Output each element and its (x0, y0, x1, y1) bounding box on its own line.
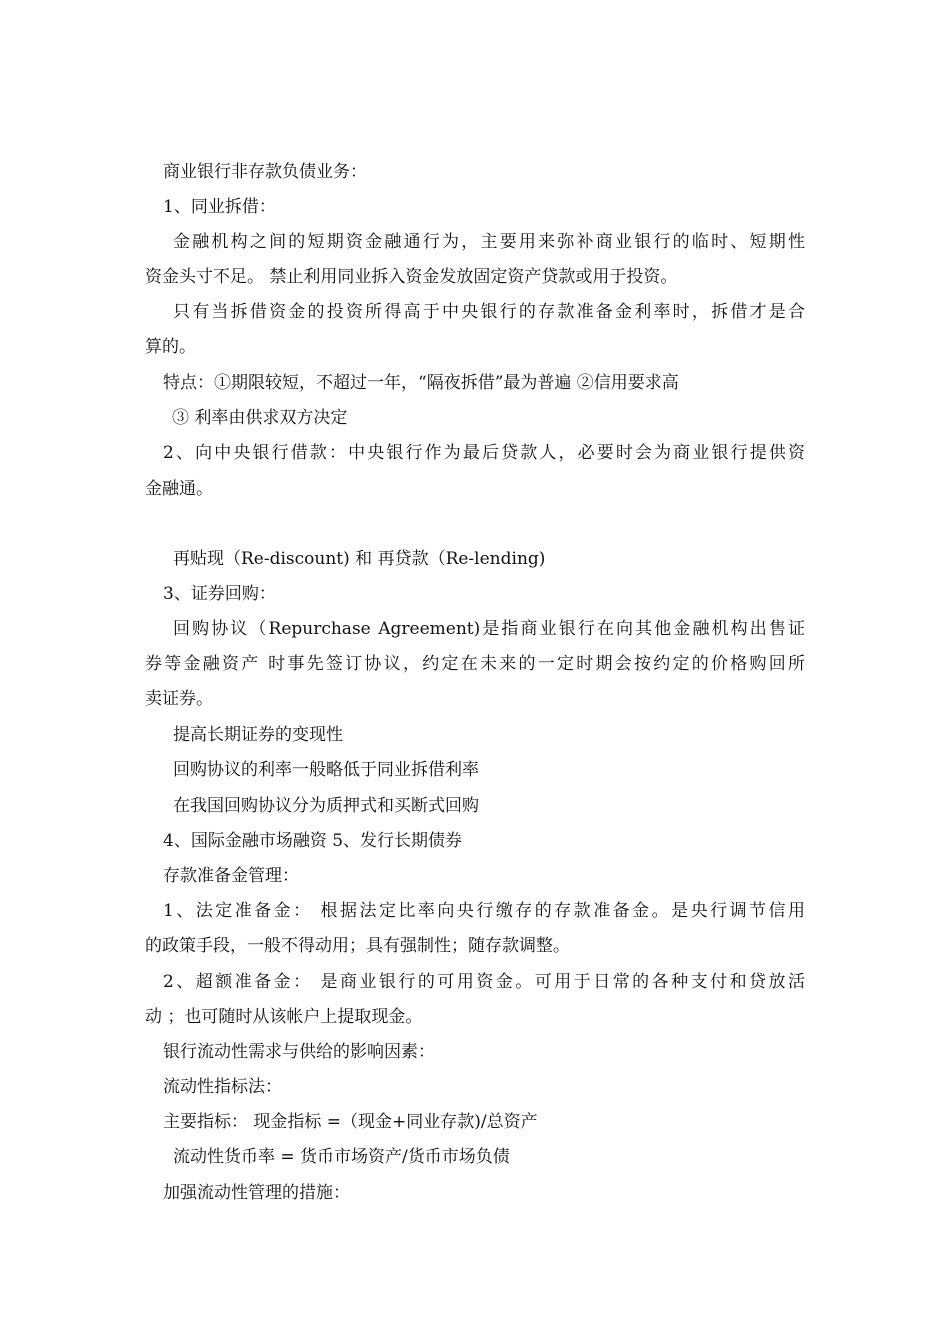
section-heading: 流动性指标法： (163, 1077, 282, 1097)
paragraph-line: 卖证券。 (145, 689, 213, 709)
paragraph-line: 回购协议的利率一般略低于同业拆借利率 (173, 760, 479, 780)
paragraph-line: 在我国回购协议分为质押式和买断式回购 (173, 796, 479, 816)
paragraph-line: 2、超额准备金： 是商业银行的可用资金。可用于日常的各种支付和贷放活 (163, 972, 805, 992)
paragraph-line: 资金头寸不足。 禁止利用同业拆入资金发放固定资产贷款或用于投资。 (145, 267, 678, 287)
paragraph-line: 金融机构之间的短期资金融通行为，主要用来弥补商业银行的临时、短期性 (173, 232, 805, 252)
section-heading: 银行流动性需求与供给的影响因素： (163, 1042, 435, 1062)
paragraph-line: 动 ；也可随时从该帐户上提取现金。 (145, 1007, 423, 1027)
section-heading: 加强流动性管理的措施： (163, 1183, 350, 1203)
section-heading: 商业银行非存款负债业务： (163, 162, 367, 182)
paragraph-line: 1、法定准备金： 根据法定比率向央行缴存的存款准备金。是央行调节信用 (163, 901, 805, 921)
paragraph-line: 只有当拆借资金的投资所得高于中央银行的存款准备金利率时，拆借才是合 (173, 302, 805, 322)
formula-line: 主要指标： 现金指标 =（现金+同业存款)/总资产 (163, 1112, 538, 1132)
item-heading: 2、向中央银行借款：中央银行作为最后贷款人，必要时会为商业银行提供资 (163, 443, 805, 463)
paragraph-line: 券等金融资产 时事先签订协议，约定在未来的一定时期会按约定的价格购回所 (145, 654, 805, 674)
formula-line: 流动性货币率 = 货币市场资产/货币市场负债 (173, 1147, 510, 1167)
paragraph-line: 提高长期证券的变现性 (173, 725, 343, 745)
paragraph-line: 算的。 (145, 337, 196, 357)
paragraph-line: ③ 利率由供求双方决定 (172, 408, 348, 428)
paragraph-line: 回购协议（Repurchase Agreement)是指商业银行在向其他金融机构出售证 (173, 619, 805, 639)
paragraph-line: 金融通。 (145, 479, 213, 499)
item-heading: 1、同业拆借： (163, 197, 276, 217)
paragraph-line: 的政策手段，一般不得动用；具有强制性；随存款调整。 (145, 936, 570, 956)
item-heading: 4、国际金融市场融资 5、发行长期债券 (163, 831, 463, 851)
item-heading: 3、证券回购： (163, 584, 276, 604)
paragraph-line: 特点：①期限较短，不超过一年，“隔夜拆借”最为普遍 ②信用要求高 (163, 373, 679, 393)
paragraph-line: 再贴现（Re-discount) 和 再贷款（Re-lending) (173, 549, 546, 569)
section-heading: 存款准备金管理： (163, 866, 299, 886)
